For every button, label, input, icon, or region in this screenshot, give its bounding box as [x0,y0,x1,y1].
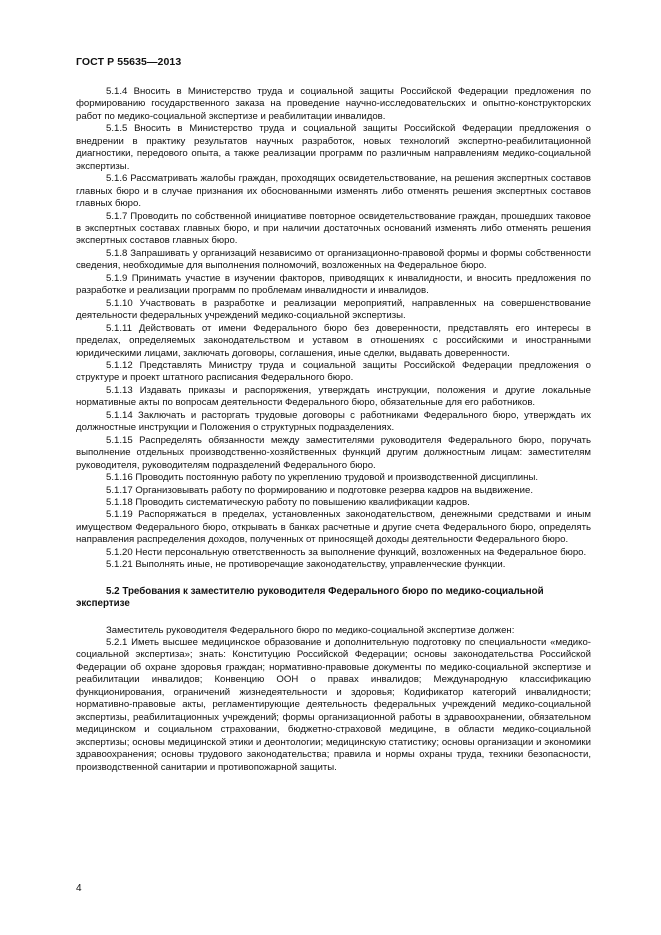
clause-5-1-10: 5.1.10 Участвовать в разработке и реализации мероприятий, направленных на совершенствование деятельности федеральных учреждений медико-социальной экспертизы. [76,297,591,322]
section-5-2-intro: Заместитель руководителя Федерального бюро по медико-социальной экспертизе должен: [106,624,515,636]
clause-5-1-19: 5.1.19 Распоряжаться в пределах, установленных законодательством, денежными средствами и иным имуществом Федерального бюро, открывать в банках расчетные и другие счета Федерального бюро, определять направления распределения доходов, полученных от приносящей доходы деятельности Федерального бюро. [76,509,591,546]
clause-5-1-16: 5.1.16 Проводить постоянную работу по укреплению трудовой и производственной дисциплины. [106,472,539,484]
clause-5-1-5: 5.1.5 Вносить в Министерство труда и социальной защиты Российской Федерации предложения о внедрении в практику результатов научных разработок, новых технологий экспертно-реабилитационной диагностики, передового опыта, а также реализации программ по различным направлениям медико-социальной экспертизы. [76,123,591,172]
document-body [76,86,591,774]
section-5-2-heading: 5.2 Требования к заместителю руководителя Федерального бюро по медико-социальной экспертизе [76,585,544,610]
clause-5-2-1: 5.2.1 Иметь высшее медицинское образование и дополнительную подготовку по специальности «медико-социальной экспертиза»; знать: Конституцию Российской Федерации; основы законодательства Российской Федерации об охране здоровья граждан; нормативно-правовые документы по медико-социальной экспертизе и реабилитации инвалидов; Конвенцию ООН о правах инвалидов; Международную классификацию функционирования, ограничений жизнедеятельности и здоровья; Кодификатор категорий инвалидности; нормативно-правовые акты, регламентирующие деятельность федеральных учреждений медико-социальной экспертизы, реабилитационных учреждений; формы организационной работы в здравоохранении, обязательном медицинском и социальном страховании, бюджетно-страховой медицине, в области медико-социальной экспертизы; основы медицинской этики и деонтологии; медицинскую статистику; основы организации и экономики здравоохранения; основы трудового законодательства; правила и нормы охраны труда, техники безопасности, производственной санитарии и противопожарной защиты. [76,637,591,773]
clause-5-1-4: 5.1.4 Вносить в Министерство труда и социальной защиты Российской Федерации предложения по формированию государственного заказа на проведение научно-исследовательских и опытно-конструкторских работ по медико-социальной экспертизе и реабилитации инвалидов. [76,86,591,122]
clause-5-1-11: 5.1.11 Действовать от имени Федерального бюро без доверенности, представлять его интересы в пределах, определяемых законодательством и уставом в отношениях с российскими и иностранными юридическими лицами, заключать договоры, соглашения, иные сделки, выдавать доверенности. [76,322,591,359]
clause-5-1-15: 5.1.15 Распределять обязанности между заместителями руководителя Федерального бюро, поручать выполнение отдельных производственно-хозяйственных функций другим должностным лицам: заместителям руководителя, руководителям подразделений Федерального бюро. [76,434,591,471]
clause-5-1-13: 5.1.13 Издавать приказы и распоряжения, утверждать инструкции, положения и другие локальные нормативные акты по вопросам деятельности Федерального бюро, обязательные для его работников. [76,384,591,409]
clause-5-1-20: 5.1.20 Нести персональную ответственность за выполнение функций, возложенных на Федеральное бюро. [106,546,587,558]
standard-code-header: ГОСТ Р 55635—2013 [76,56,182,68]
clause-5-1-6: 5.1.6 Рассматривать жалобы граждан, проходящих освидетельствование, на решения экспертных составов главных бюро и в случае признания их обоснованными изменять либо отменять решения экспертных составов главных бюро. [76,173,591,210]
clause-5-1-9: 5.1.9 Принимать участие в изучении факторов, приводящих к инвалидности, и вносить предложения по разработке и реализации программ по проблемам инвалидности и инвалидов. [76,272,591,297]
clause-5-1-17: 5.1.17 Организовывать работу по формированию и подготовке резерва кадров на выдвижение. [106,484,534,496]
clause-5-1-12: 5.1.12 Представлять Министру труда и социальной защиты Российской Федерации предложения о структуре и проект штатного расписания Федерального бюро. [76,359,591,384]
clause-5-1-7: 5.1.7 Проводить по собственной инициативе повторное освидетельствование граждан, прошедших таковое в экспертных составах главных бюро, и при наличии достаточных оснований изменять либо отменять решения экспертных составов главных бюро. [76,210,591,247]
clause-5-1-21: 5.1.21 Выполнять иные, не противоречащие законодательству, управленческие функции. [106,559,506,571]
page-number: 4 [76,883,82,894]
clause-5-1-8: 5.1.8 Запрашивать у организаций независимо от организационно-правовой формы и формы собственности сведения, необходимые для выполнения полномочий, возложенных на Федеральное бюро. [76,247,591,272]
clause-5-1-18: 5.1.18 Проводить систематическую работу по повышению квалификации кадров. [106,496,470,508]
clause-5-1-14: 5.1.14 Заключать и расторгать трудовые договоры с работниками Федерального бюро, утверждать их должностные инструкции и Положения о структурных подразделениях. [76,409,591,434]
